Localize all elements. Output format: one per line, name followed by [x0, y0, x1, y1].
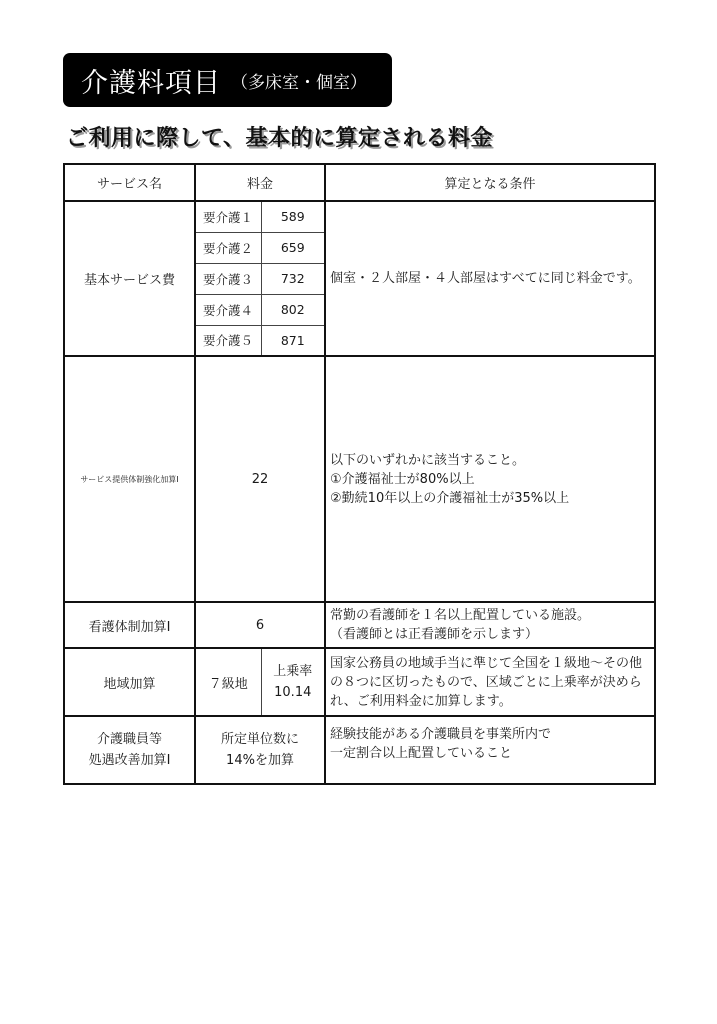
nursing-condition	[325, 602, 655, 648]
table-row	[64, 201, 655, 232]
care-level-label: 要介護４	[195, 294, 261, 325]
condition-line: 以下のいずれかに該当すること。	[330, 452, 526, 468]
care-level-label: 要介護２	[195, 232, 261, 263]
basic-service-condition: 個室・２人部屋・４人部屋はすべてに同じ料金です。	[325, 201, 655, 356]
name-line: 処遇改善加算Ⅰ	[88, 753, 171, 768]
header-condition: 算定となる条件	[325, 164, 655, 201]
regional-grade: ７級地	[195, 648, 261, 716]
staff-treatment-fee	[195, 716, 325, 784]
care-level-value: 802	[261, 294, 325, 325]
table-row	[64, 602, 655, 648]
table-header-row	[64, 164, 655, 201]
condition-line: ①介護福祉士が80%以上	[330, 471, 475, 487]
nursing-fee: 6	[195, 602, 325, 648]
staff-treatment-condition	[325, 716, 655, 784]
regional-rate-label: 上乗率	[273, 664, 313, 679]
basic-service-name: 基本サービス費	[64, 201, 195, 356]
care-level-label: 要介護３	[195, 263, 261, 294]
care-level-label: 要介護１	[195, 201, 261, 232]
condition-line: 一定割合以上配置していること	[330, 746, 513, 761]
care-level-value: 871	[261, 325, 325, 356]
care-level-value: 589	[261, 201, 325, 232]
table-row	[64, 356, 655, 602]
care-level-value: 732	[261, 263, 325, 294]
condition-line: 常勤の看護師を１名以上配置している施設。	[330, 608, 591, 623]
header-fee: 料金	[195, 164, 325, 201]
fee-line: 所定単位数に	[221, 732, 300, 747]
nursing-name: 看護体制加算Ⅰ	[64, 602, 195, 648]
service-system-name: サービス提供体制強化加算Ⅰ	[64, 356, 195, 602]
condition-line: 経験技能がある介護職員を事業所内で	[330, 727, 552, 742]
section-subtitle: ご利用に際して、基本的に算定される料金	[66, 126, 494, 151]
care-level-label: 要介護５	[195, 325, 261, 356]
page-title-sub: （多床室・個室）	[231, 72, 367, 93]
table-row	[64, 716, 655, 784]
condition-line: の８つに区切ったもので、区域ごとに上乗率が決めら	[330, 674, 642, 690]
header-service-name: サービス名	[64, 164, 195, 201]
condition-line: れ、ご利用料金に加算します。	[330, 693, 512, 709]
regional-condition	[325, 648, 655, 716]
service-system-fee: 22	[195, 356, 325, 602]
name-line: 介護職員等	[96, 732, 162, 747]
table-row	[64, 648, 655, 716]
staff-treatment-name	[64, 716, 195, 784]
condition-line: ②勤続10年以上の介護福祉士が35%以上	[330, 490, 570, 506]
page-title: 介護料項目	[81, 67, 221, 99]
regional-name: 地域加算	[64, 648, 195, 716]
service-system-condition	[325, 356, 655, 602]
condition-line: 国家公務員の地域手当に準じて全国を１級地～その他	[330, 655, 643, 671]
regional-rate	[261, 648, 325, 716]
fee-table	[63, 163, 656, 785]
condition-line: （看護師とは正看護師を示します）	[330, 627, 539, 642]
page-title-box	[63, 53, 392, 107]
regional-rate-value: 10.14	[274, 685, 312, 700]
care-level-value: 659	[261, 232, 325, 263]
fee-line: 14%を加算	[226, 753, 294, 768]
